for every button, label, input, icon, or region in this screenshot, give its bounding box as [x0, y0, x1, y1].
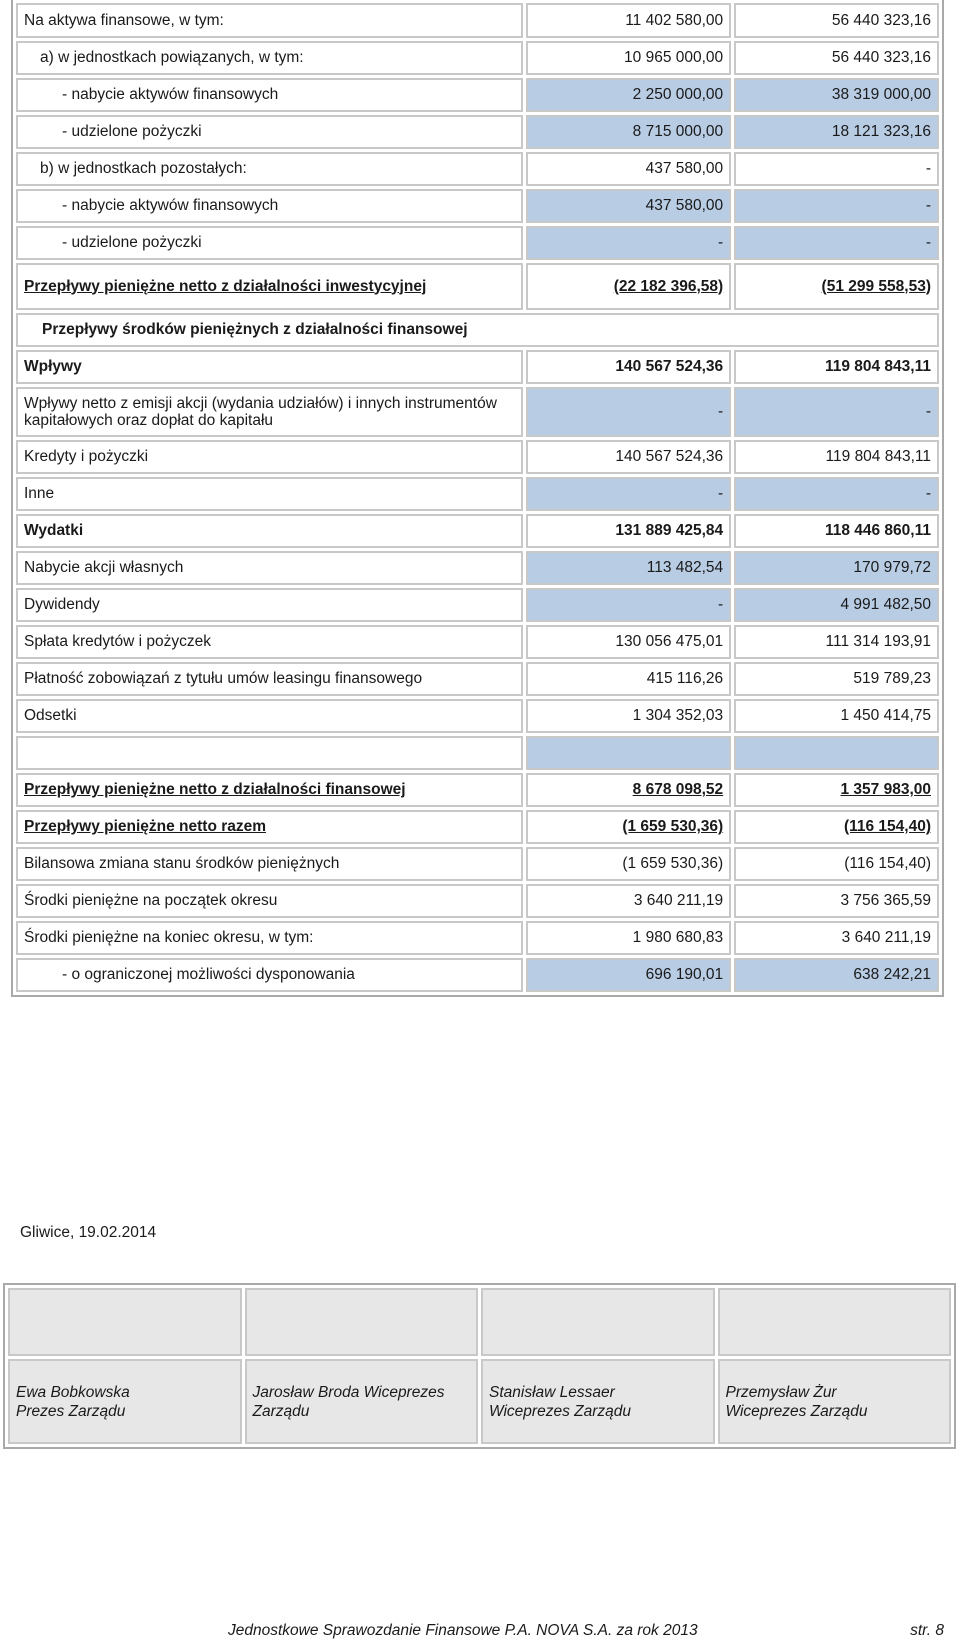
value-2013: 1 304 352,03: [526, 699, 731, 733]
value-2012: -: [734, 226, 939, 260]
value-2013: -: [526, 588, 731, 622]
row-label: Wydatki: [16, 514, 523, 548]
signature-space: [481, 1288, 715, 1356]
row-label: Przepływy pieniężne netto razem: [16, 810, 523, 844]
place-and-date: Gliwice, 19.02.2014: [20, 1224, 157, 1241]
table-row: [16, 152, 939, 186]
table-row-total: [16, 263, 939, 310]
value-2013: (1 659 530,36): [526, 847, 731, 881]
row-label: Na aktywa finansowe, w tym:: [16, 3, 523, 38]
row-label: Środki pieniężne na początek okresu: [16, 884, 523, 918]
signatory-title: Prezes Zarządu: [16, 1402, 126, 1420]
row-label: Wpływy: [16, 350, 523, 384]
value-2012: (51 299 558,53): [734, 263, 939, 310]
value-2012: 119 804 843,11: [734, 440, 939, 474]
value-2012: 4 991 482,50: [734, 588, 939, 622]
table-row: [16, 350, 939, 384]
signatory-stanislaw-lessaer: [481, 1359, 715, 1444]
value-2013: 8 678 098,52: [526, 773, 731, 807]
signatory-name: Jarosław Broda Wiceprezes: [252, 1383, 445, 1401]
row-label: - udzielone pożyczki: [16, 115, 523, 149]
table-row: [16, 78, 939, 112]
value-2013: -: [526, 387, 731, 437]
row-label: Przepływy pieniężne netto z działalności inwestycyjnej: [16, 263, 523, 310]
signature-space: [8, 1288, 242, 1356]
table-row-total: [16, 810, 939, 844]
value-2013: 8 715 000,00: [526, 115, 731, 149]
value-2013: 131 889 425,84: [526, 514, 731, 548]
table-row: [16, 41, 939, 75]
table-row: [16, 662, 939, 696]
table-row: [16, 514, 939, 548]
section-title: Przepływy środków pieniężnych z działalności finansowej: [16, 313, 939, 347]
table-row: [16, 477, 939, 511]
value-2012: 56 440 323,16: [734, 41, 939, 75]
value-2012: -: [734, 477, 939, 511]
signature-space: [718, 1288, 952, 1356]
table-row: [16, 226, 939, 260]
value-2012: -: [734, 387, 939, 437]
value-2013: -: [526, 477, 731, 511]
signatory-title: Wiceprezes Zarządu: [489, 1402, 631, 1420]
table-row: [16, 3, 939, 38]
table-row: [16, 551, 939, 585]
value-2012: 56 440 323,16: [734, 3, 939, 38]
row-label: Płatność zobowiązań z tytułu umów leasingu finansowego: [16, 662, 523, 696]
value-2012: 170 979,72: [734, 551, 939, 585]
table-row: [16, 921, 939, 955]
table-row: [16, 189, 939, 223]
table-row: [16, 625, 939, 659]
row-label: Kredyty i pożyczki: [16, 440, 523, 474]
value-2013: 437 580,00: [526, 189, 731, 223]
table-row: [16, 699, 939, 733]
value-2013: 130 056 475,01: [526, 625, 731, 659]
value-2013: (22 182 396,58): [526, 263, 731, 310]
table-row: [16, 115, 939, 149]
value-2013: 10 965 000,00: [526, 41, 731, 75]
value-2013: 415 116,26: [526, 662, 731, 696]
value-2012: -: [734, 152, 939, 186]
cash-flow-table: [11, 0, 944, 997]
value-2013: 11 402 580,00: [526, 3, 731, 38]
value-2012: 118 446 860,11: [734, 514, 939, 548]
value-2012: 3 756 365,59: [734, 884, 939, 918]
row-label: - udzielone pożyczki: [16, 226, 523, 260]
table-row: [16, 884, 939, 918]
row-label: Nabycie akcji własnych: [16, 551, 523, 585]
value-2012: 111 314 193,91: [734, 625, 939, 659]
signature-name-row: [8, 1359, 951, 1444]
value-2012: 119 804 843,11: [734, 350, 939, 384]
value-2013: 140 567 524,36: [526, 350, 731, 384]
row-label: b) w jednostkach pozostałych:: [16, 152, 523, 186]
row-label: Przepływy pieniężne netto z działalności finansowej: [16, 773, 523, 807]
row-label: - o ograniczonej możliwości dysponowania: [16, 958, 523, 992]
value-2012: 519 789,23: [734, 662, 939, 696]
value-2012: [734, 736, 939, 770]
signatory-title: Wiceprezes Zarządu: [725, 1402, 868, 1420]
value-2012: 18 121 323,16: [734, 115, 939, 149]
signatory-przemyslaw-zur: [718, 1359, 952, 1444]
value-2012: 3 640 211,19: [734, 921, 939, 955]
value-2012: 1 450 414,75: [734, 699, 939, 733]
signatory-name: Stanisław Lessaer: [489, 1383, 615, 1401]
value-2012: (116 154,40): [734, 810, 939, 844]
table-row-total: [16, 773, 939, 807]
value-2013: 437 580,00: [526, 152, 731, 186]
value-2012: 638 242,21: [734, 958, 939, 992]
table-row: [16, 440, 939, 474]
signature-space-row: [8, 1288, 951, 1356]
value-2013: 140 567 524,36: [526, 440, 731, 474]
value-2013: 3 640 211,19: [526, 884, 731, 918]
row-label: [16, 736, 523, 770]
value-2012: 38 319 000,00: [734, 78, 939, 112]
table-row: [16, 958, 939, 992]
row-label: Odsetki: [16, 699, 523, 733]
signature-space: [245, 1288, 479, 1356]
section-header-row: [16, 313, 939, 347]
value-2012: -: [734, 189, 939, 223]
page-number: str. 8: [910, 1622, 944, 1639]
row-label: Spłata kredytów i pożyczek: [16, 625, 523, 659]
value-2013: 113 482,54: [526, 551, 731, 585]
row-label: a) w jednostkach powiązanych, w tym:: [16, 41, 523, 75]
row-label: Dywidendy: [16, 588, 523, 622]
signatory-name: Przemysław Żur: [725, 1383, 837, 1401]
table-row: [16, 588, 939, 622]
value-2012: (116 154,40): [734, 847, 939, 881]
value-2013: 1 980 680,83: [526, 921, 731, 955]
signatory-title: Zarządu: [252, 1402, 310, 1420]
value-2013: 2 250 000,00: [526, 78, 731, 112]
value-2013: 696 190,01: [526, 958, 731, 992]
row-label: - nabycie aktywów finansowych: [16, 78, 523, 112]
signatory-name: Ewa Bobkowska: [16, 1383, 130, 1401]
signature-table: [3, 1283, 956, 1449]
row-label: Bilansowa zmiana stanu środków pieniężnych: [16, 847, 523, 881]
signatory-jaroslaw-broda: [245, 1359, 479, 1444]
value-2012: 1 357 983,00: [734, 773, 939, 807]
footer-title: Jednostkowe Sprawozdanie Finansowe P.A. NOVA S.A. za rok 2013: [228, 1622, 698, 1639]
signatory-ewa-bobkowska: [8, 1359, 242, 1444]
row-label: Inne: [16, 477, 523, 511]
table-row-empty: [16, 736, 939, 770]
row-label: - nabycie aktywów finansowych: [16, 189, 523, 223]
row-label: Wpływy netto z emisji akcji (wydania udziałów) i innych instrumentów kapitałowych oraz dopłat do kapitału: [16, 387, 523, 437]
value-2013: -: [526, 226, 731, 260]
table-row: [16, 847, 939, 881]
table-row: [16, 387, 939, 437]
row-label: Środki pieniężne na koniec okresu, w tym:: [16, 921, 523, 955]
value-2013: (1 659 530,36): [526, 810, 731, 844]
value-2013: [526, 736, 731, 770]
